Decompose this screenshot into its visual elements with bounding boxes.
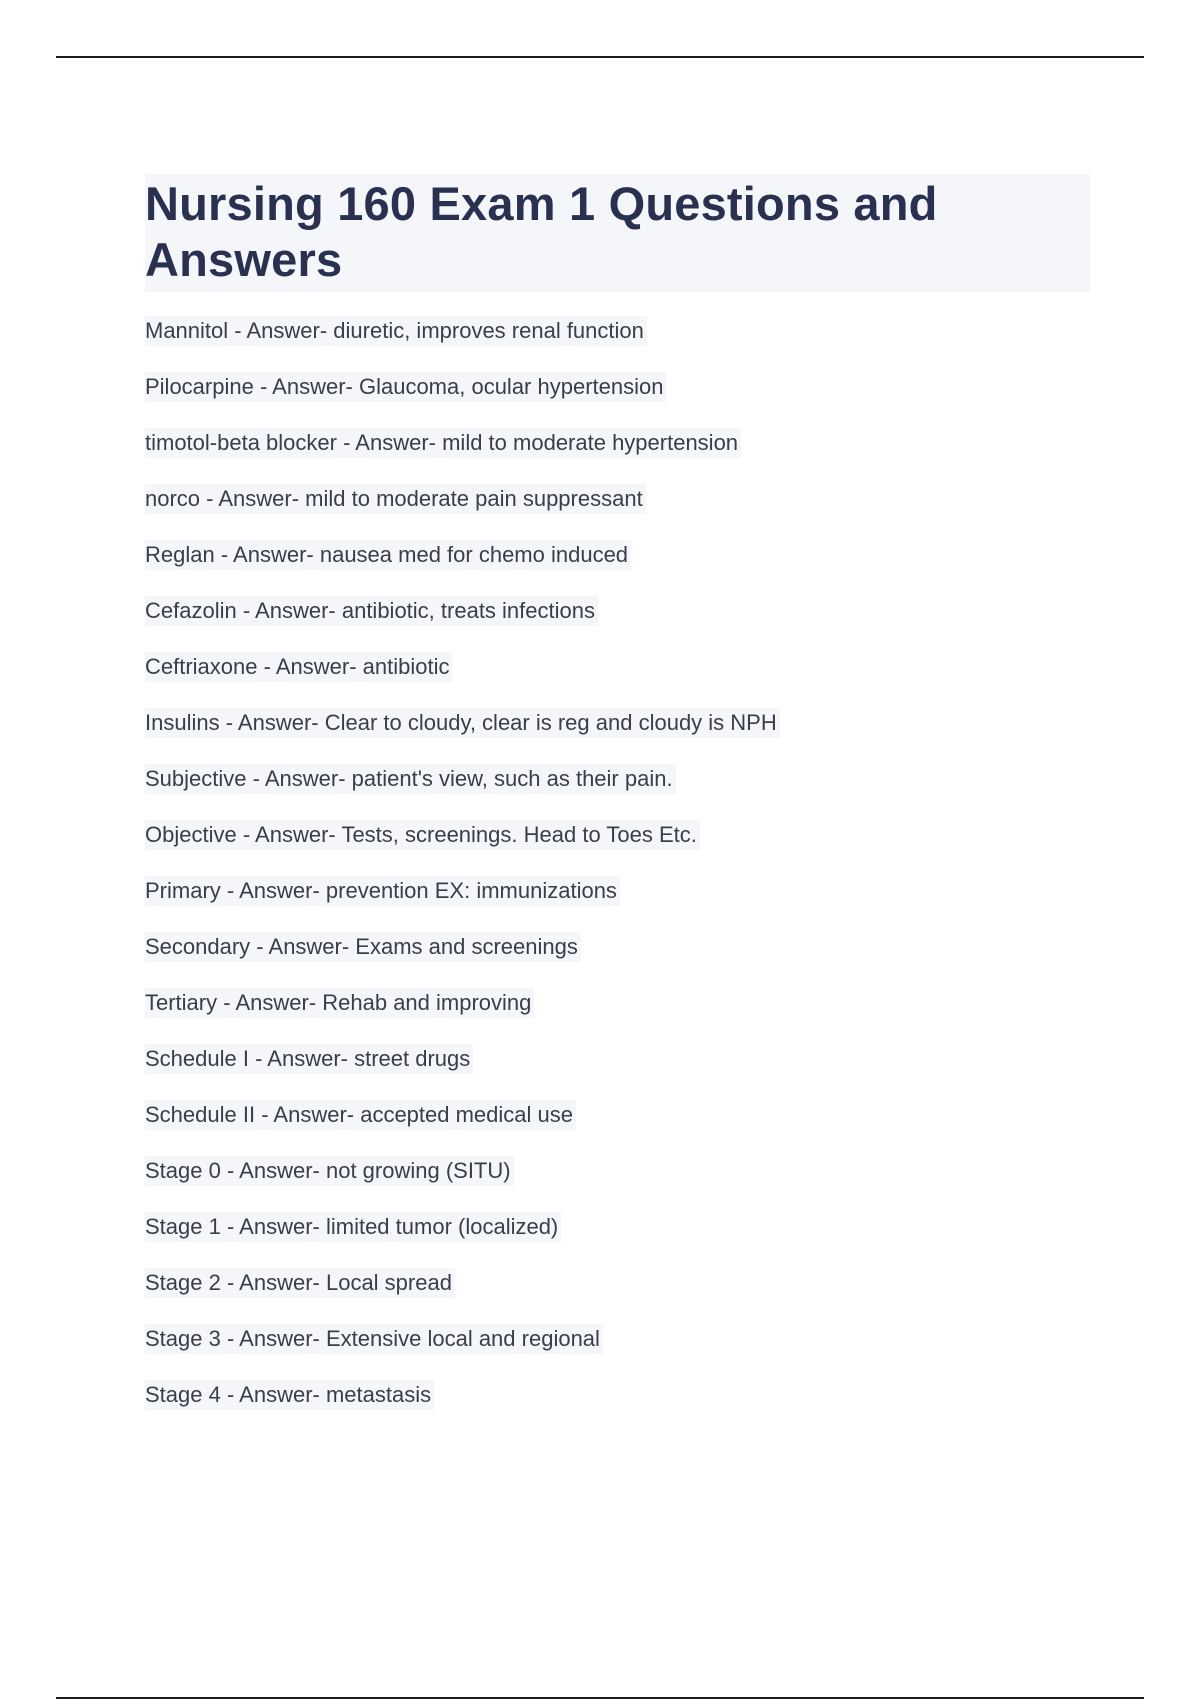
qa-text: Tertiary - Answer- Rehab and improving [145, 988, 534, 1018]
qa-text: Stage 0 - Answer- not growing (SITU) [145, 1156, 514, 1186]
qa-text: Schedule II - Answer- accepted medical use [145, 1100, 576, 1130]
qa-text: Secondary - Answer- Exams and screenings [145, 932, 581, 962]
header-divider [56, 56, 1144, 58]
qa-item [145, 540, 1090, 596]
document-body [145, 174, 1090, 1436]
qa-text: timotol-beta blocker - Answer- mild to moderate hypertension [145, 428, 741, 458]
qa-item [145, 316, 1090, 372]
qa-text: Objective - Answer- Tests, screenings. Head to Toes Etc. [145, 820, 700, 850]
qa-text: Stage 3 - Answer- Extensive local and regional [145, 1324, 603, 1354]
qa-item [145, 428, 1090, 484]
qa-item [145, 372, 1090, 428]
qa-text: Cefazolin - Answer- antibiotic, treats infections [145, 596, 598, 626]
qa-item [145, 484, 1090, 540]
qa-item [145, 1044, 1090, 1100]
qa-text: Ceftriaxone - Answer- antibiotic [145, 652, 452, 682]
qa-item [145, 1380, 1090, 1436]
qa-item [145, 652, 1090, 708]
qa-text: norco - Answer- mild to moderate pain suppressant [145, 484, 646, 514]
qa-text: Stage 1 - Answer- limited tumor (localized) [145, 1212, 561, 1242]
qa-text: Mannitol - Answer- diuretic, improves renal function [145, 316, 647, 346]
qa-text: Reglan - Answer- nausea med for chemo induced [145, 540, 631, 570]
qa-item [145, 932, 1090, 988]
qa-text: Primary - Answer- prevention EX: immunizations [145, 876, 620, 906]
footer-divider [56, 1697, 1144, 1699]
qa-item [145, 1268, 1090, 1324]
qa-item [145, 820, 1090, 876]
qa-item [145, 988, 1090, 1044]
qa-item [145, 1212, 1090, 1268]
qa-text: Schedule I - Answer- street drugs [145, 1044, 473, 1074]
document-title: Nursing 160 Exam 1 Questions and Answers [145, 177, 938, 286]
qa-text: Subjective - Answer- patient's view, such as their pain. [145, 764, 676, 794]
qa-item [145, 1100, 1090, 1156]
qa-item [145, 1324, 1090, 1380]
qa-text: Stage 2 - Answer- Local spread [145, 1268, 455, 1298]
qa-item [145, 1156, 1090, 1212]
qa-item [145, 708, 1090, 764]
qa-item [145, 764, 1090, 820]
qa-text: Pilocarpine - Answer- Glaucoma, ocular hypertension [145, 372, 666, 402]
qa-list [145, 316, 1090, 1436]
qa-item [145, 596, 1090, 652]
title-block [145, 174, 1090, 292]
qa-text: Insulins - Answer- Clear to cloudy, clear is reg and cloudy is NPH [145, 708, 780, 738]
qa-item [145, 876, 1090, 932]
qa-text: Stage 4 - Answer- metastasis [145, 1380, 434, 1410]
